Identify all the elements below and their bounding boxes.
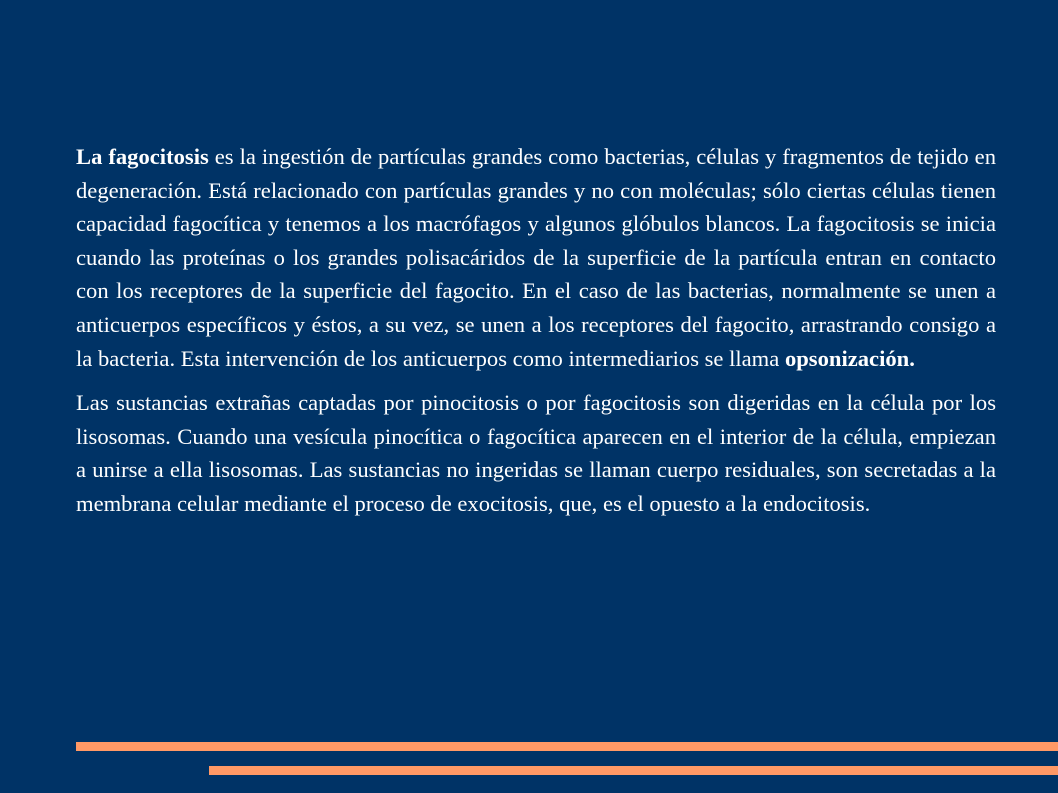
decorative-bar-bottom — [209, 766, 1058, 775]
slide-body — [76, 140, 996, 521]
decorative-bar-top — [76, 742, 1058, 751]
term-fagocitosis: La fagocitosis — [76, 144, 209, 169]
paragraph-digestion-text: Las sustancias extrañas captadas por pinocitosis o por fagocitosis son digeridas en la célula por los lisosomas. Cuando una vesícula pinocítica o fagocítica aparecen en el interior de la célula, empiezan a unirse a ella lisosomas. Las sustancias no ingeridas se llaman cuerpo residuales, son secretadas a la membrana celular mediante el proceso de exocitosis, que, es el opuesto a la endocitosis. — [76, 390, 996, 516]
term-opsonizacion: opsonización. — [784, 345, 915, 371]
paragraph-fagocitosis-text: es la ingestión de partículas grandes como bacterias, células y fragmentos de tejido en degeneración. Está relacionado con partículas grandes y no con moléculas; sólo ciertas células tienen capacidad fagocítica y tenemos a los macrófagos y algunos glóbulos blancos. La fagocitosis se inicia cuando las proteínas o los grandes polisacáridos de la superficie de la partícula entran en contacto con los receptores de la superficie del fagocito. En el caso de las bacterias, normalmente se unen a anticuerpos específicos y éstos, a su vez, se unen a los receptores del fagocito, arrastrando consigo a la bacteria. Esta intervención de los anticuerpos como intermediarios se llama — [76, 144, 997, 371]
paragraph-digestion — [76, 386, 996, 520]
paragraph-fagocitosis — [76, 140, 996, 375]
